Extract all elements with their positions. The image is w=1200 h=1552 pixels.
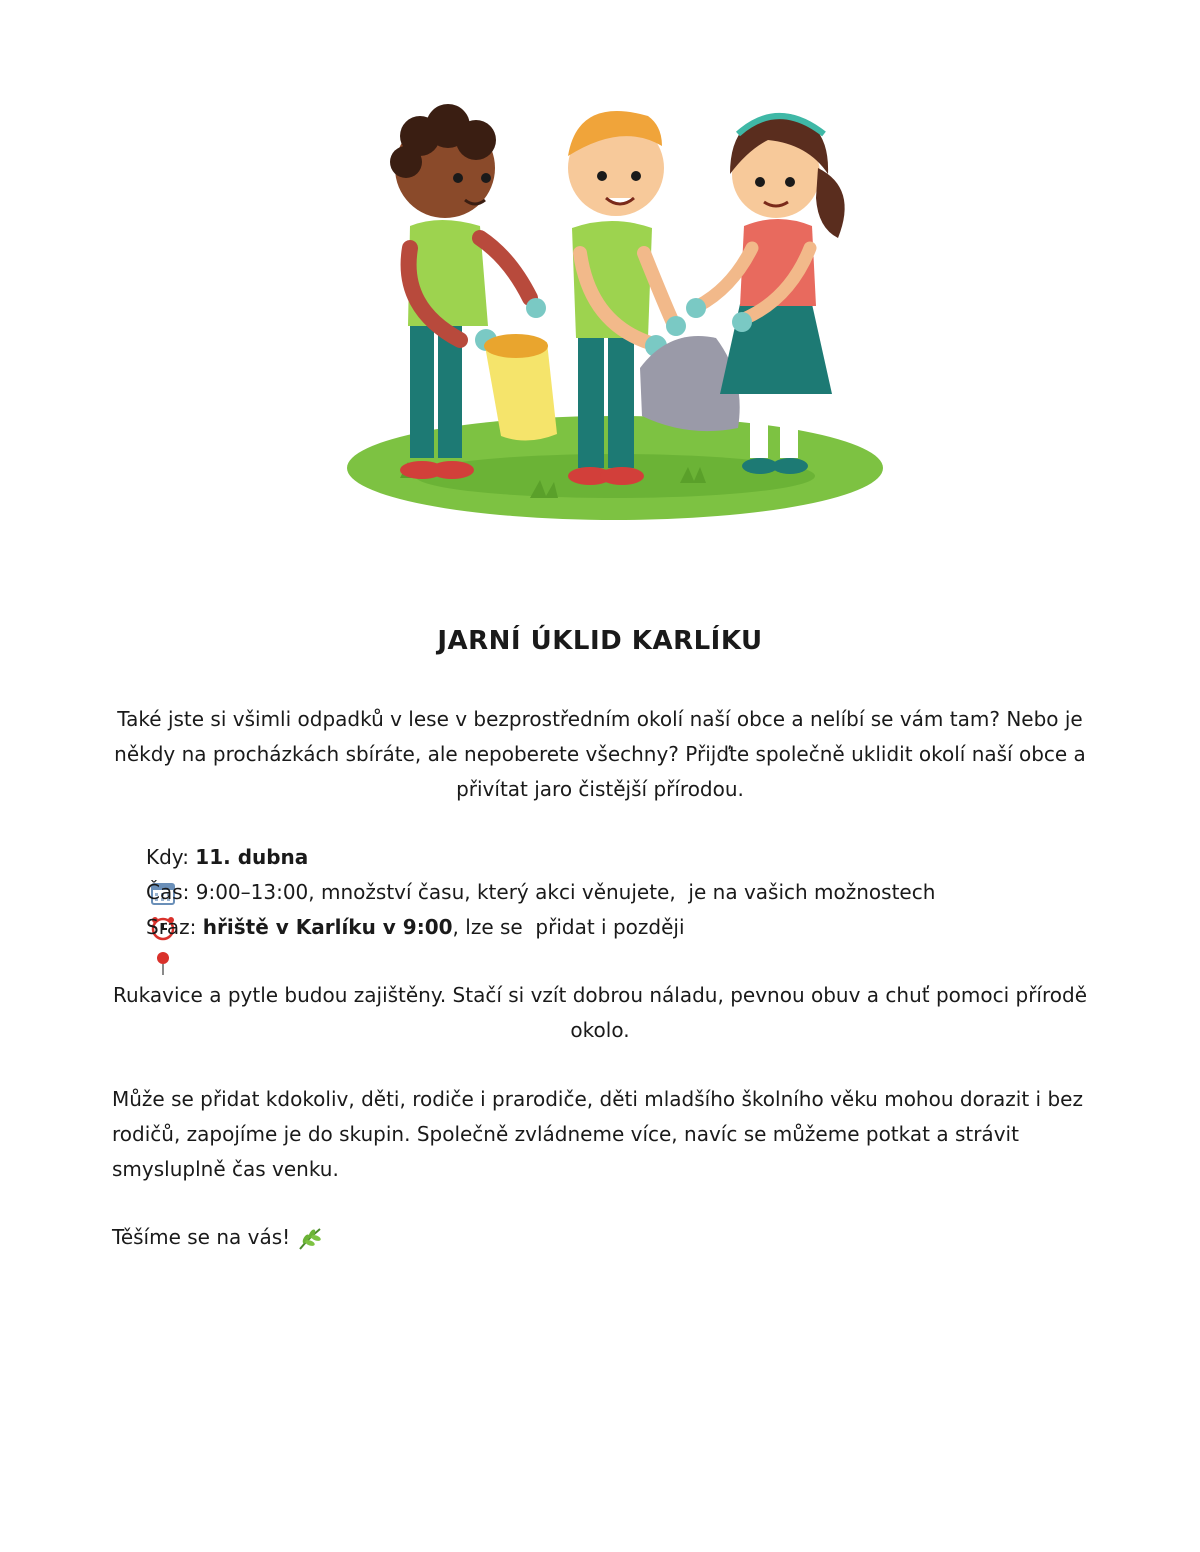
alarm-clock-icon <box>112 880 138 906</box>
detail-time-text: Čas: 9:00–13:00, množství času, který akci věnujete, je na vašich možnostech <box>146 880 936 904</box>
gear-paragraph: Rukavice a pytle budou zajištěny. Stačí si vzít dobrou náladu, pevnou obuv a chuť pomoci přírodě okolo. <box>113 983 1087 1042</box>
detail-time <box>112 875 1088 910</box>
detail-when <box>112 840 1088 875</box>
closing-line <box>112 1220 1088 1255</box>
detail-meet-value: hřiště v Karlíku v 9:00 <box>202 915 453 939</box>
pin-icon <box>112 915 138 941</box>
herb-icon <box>296 1225 322 1251</box>
detail-when-label: Kdy: <box>146 845 196 869</box>
detail-meet-label: Sraz: <box>146 915 203 939</box>
kids-cleanup-illustration <box>340 78 890 528</box>
calendar-icon <box>112 845 138 871</box>
participants-paragraph: Může se přidat kdokoliv, děti, rodiče i prarodiče, děti mladšího školního věku mohou dorazit i bez rodičů, zapojíme je do skupin. Společně zvládneme více, navíc se můžeme potkat a strávit smysluplně čas venku. <box>112 1087 1083 1181</box>
detail-when-value: 11. dubna <box>195 845 309 869</box>
detail-meet-suffix: , lze se přidat i později <box>452 915 685 939</box>
intro-paragraph: Také jste si všimli odpadků v lese v bezprostředním okolí naší obce a nelíbí se vám tam? Nebo je někdy na procházkách sbíráte, ale nepoberete všechny? Přijďte společně uklidit okolí naší obce a přivítat jaro čistější přírodou. <box>114 707 1086 801</box>
detail-meet <box>112 910 1088 945</box>
page-title: JARNÍ ÚKLID KARLÍKU <box>437 626 763 656</box>
event-details <box>112 840 1088 945</box>
closing-text: Těšíme se na vás! <box>112 1225 291 1249</box>
